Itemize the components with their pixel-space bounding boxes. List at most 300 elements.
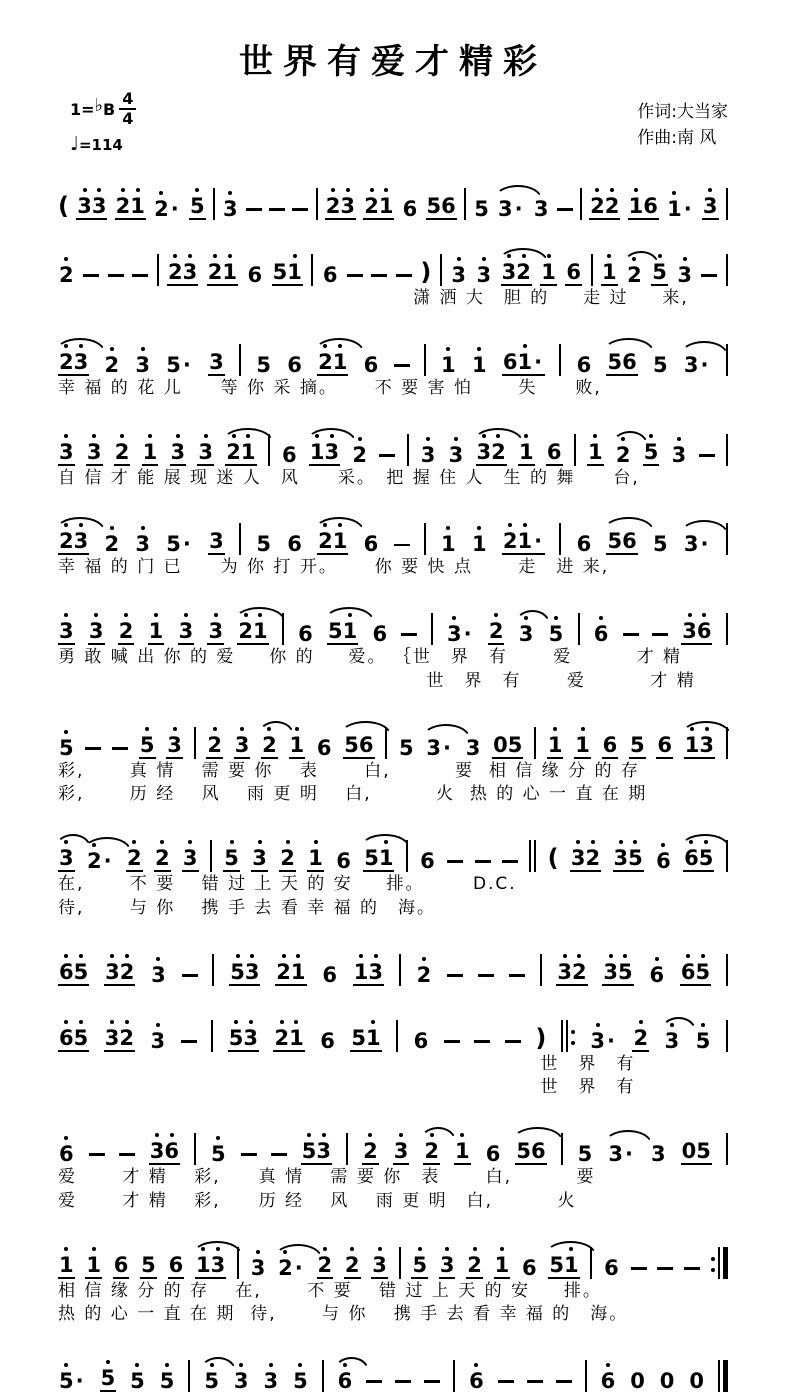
note-digit: 6 — [287, 532, 302, 557]
duration-dash-icon — [132, 274, 148, 277]
note-digit: 5 — [230, 962, 245, 983]
notation-row — [58, 163, 728, 220]
duration-dash-icon — [505, 1040, 521, 1043]
score — [58, 163, 728, 1392]
note-digit: 2 — [155, 848, 170, 869]
system — [58, 1335, 728, 1392]
barline-stroke — [561, 1020, 563, 1052]
note-group — [58, 1025, 89, 1052]
octave-dot-icon — [249, 1020, 253, 1024]
flat-icon: ♭ — [94, 94, 104, 116]
octave-dot-icon — [482, 257, 486, 261]
note-digit: 5 — [577, 1142, 593, 1166]
note-group — [402, 199, 419, 220]
augmentation-dot-icon: · — [103, 849, 112, 873]
octave-dot-icon — [619, 840, 623, 844]
barline — [188, 1360, 190, 1392]
note-group — [85, 1252, 102, 1279]
octave-dot-icon — [159, 191, 163, 195]
augmentation-dot-icon: · — [534, 529, 543, 554]
parenthesis: ) — [535, 1023, 547, 1052]
duration-dash-icon — [394, 364, 410, 367]
note-digit: 5 — [204, 1371, 219, 1392]
note-group — [195, 1252, 226, 1279]
duration-dash-icon — [475, 860, 491, 863]
note-group — [58, 1144, 75, 1165]
note-digit: 2 — [318, 531, 333, 552]
note-group — [309, 439, 340, 466]
note-digit: 5 — [141, 1252, 156, 1277]
duration-dash-icon — [347, 274, 363, 277]
note-digit: 3 — [650, 1142, 666, 1166]
barline-stroke — [210, 840, 212, 872]
note-digit: 3 — [325, 442, 340, 463]
note-digit: 2 — [491, 442, 506, 463]
octave-dot-icon — [132, 840, 136, 844]
note-group — [250, 1255, 267, 1280]
note-group — [321, 962, 338, 987]
note-group — [576, 534, 593, 555]
lyrics-row: 自 信 才 能 展 现 迷 人 风 采。 把 握 住 人 生 的 舞 台, — [58, 467, 640, 488]
duration-dash-icon — [108, 274, 124, 277]
note-digit: 6 — [604, 1255, 619, 1280]
note-digit: 3 — [264, 1371, 279, 1392]
barline — [239, 523, 241, 555]
note-digit: 5 — [426, 194, 442, 218]
barline — [726, 188, 728, 220]
time-signature — [119, 91, 136, 127]
note-group — [548, 1252, 579, 1279]
barline-stroke — [239, 344, 241, 376]
augmentation-dot-icon: · — [700, 352, 709, 377]
note-digit: 6 — [322, 962, 337, 987]
octave-dot-icon — [331, 188, 335, 192]
note-digit: 1 — [196, 1255, 211, 1276]
duration-dash-icon — [701, 274, 717, 277]
note-group — [58, 1252, 75, 1279]
note-group — [327, 621, 358, 645]
barline-stroke — [726, 840, 728, 872]
duration-dash-icon — [557, 208, 573, 211]
note-digit: 2 — [318, 352, 333, 373]
note-group — [363, 352, 380, 377]
barline-stroke — [566, 1020, 568, 1052]
barline — [157, 254, 159, 286]
duration-dash-icon — [379, 454, 395, 457]
note-group — [58, 848, 75, 872]
note-group — [153, 199, 182, 220]
note-digit: 3 — [171, 442, 186, 463]
lyrics-row: 幸 福 的 门 已 为 你 打 开。 你 要 快 点 走 进 来, — [58, 557, 610, 578]
note-group — [362, 1141, 379, 1165]
note-group — [234, 732, 251, 759]
octave-dot-icon — [92, 1247, 96, 1251]
note-group — [515, 1141, 546, 1165]
note-group — [113, 1252, 130, 1279]
note-group — [548, 624, 565, 645]
note-group — [602, 959, 633, 986]
octave-dot-icon — [201, 1247, 205, 1251]
barline — [268, 434, 270, 466]
barline-stroke — [591, 254, 593, 286]
note-group — [139, 732, 156, 759]
octave-dot-icon — [120, 434, 124, 438]
note-group — [317, 1252, 334, 1279]
note-digit: 1 — [575, 735, 590, 756]
octave-dot-icon — [708, 188, 712, 192]
note-digit: 3 — [151, 1031, 166, 1052]
note-group — [104, 959, 135, 986]
note-group — [448, 442, 465, 467]
octave-dot-icon — [623, 954, 627, 958]
octave-dot-icon — [141, 526, 145, 530]
note-digit: 6 — [530, 1139, 546, 1163]
note-group — [277, 1255, 306, 1280]
note-digit: 3 — [533, 197, 549, 221]
note-digit: 6 — [643, 194, 658, 218]
note-group — [473, 199, 490, 220]
lyrics-row: 世 界 有 — [540, 1077, 636, 1098]
note-digit: 2 — [59, 531, 74, 552]
octave-dot-icon — [214, 613, 218, 617]
octave-dot-icon — [522, 254, 526, 258]
note-digit: 2 — [605, 196, 620, 217]
note-digit: 6 — [316, 735, 332, 760]
note-digit: 1 — [629, 196, 644, 217]
barline — [578, 613, 580, 645]
duration-dash-icon — [509, 974, 525, 977]
note-digit: 1 — [472, 534, 487, 555]
octave-dot-icon — [246, 434, 250, 438]
note-digit: 2 — [572, 962, 587, 983]
note-digit: 6 — [363, 352, 379, 377]
note-digit: 2 — [278, 1258, 293, 1279]
note-group — [688, 1371, 705, 1392]
note-group — [576, 352, 593, 377]
note-digit: 1 — [441, 355, 456, 376]
note-digit: 6 — [602, 732, 618, 757]
barline-stroke — [718, 1360, 720, 1392]
duration-dash-icon — [498, 1380, 514, 1383]
note-group — [426, 196, 457, 220]
octave-dot-icon — [384, 840, 388, 844]
note-digit: 3 — [179, 621, 194, 642]
system — [58, 1108, 728, 1213]
note-group — [203, 1371, 220, 1392]
note-digit: 6 — [441, 194, 456, 218]
octave-dot-icon — [374, 954, 378, 958]
barline-stroke — [726, 344, 728, 376]
note-digit: 3 — [502, 262, 517, 283]
octave-dot-icon — [595, 188, 599, 192]
octave-dot-icon — [156, 1023, 160, 1027]
octave-dot-icon — [384, 188, 388, 192]
note-digit: 3 — [590, 1031, 605, 1052]
octave-dot-icon — [338, 344, 342, 348]
note-group — [440, 534, 457, 555]
note-digit: 5 — [653, 352, 668, 377]
octave-dot-icon — [500, 1247, 504, 1251]
note-digit: 1 — [379, 196, 394, 217]
octave-dot-icon — [293, 254, 297, 258]
note-digit: 1 — [441, 534, 456, 555]
octave-dot-icon — [477, 347, 481, 351]
notation-row — [58, 409, 728, 466]
octave-dot-icon — [446, 526, 450, 530]
note-digit: 3 — [235, 735, 250, 756]
barline-stroke — [322, 1360, 324, 1392]
octave-dot-icon — [649, 434, 653, 438]
barline-stroke — [213, 188, 215, 220]
parenthesis: ( — [58, 192, 69, 220]
barline — [559, 344, 561, 376]
duration-dash-icon — [396, 274, 412, 277]
key-signature-block — [70, 91, 136, 155]
octave-dot-icon — [148, 434, 152, 438]
note-digit: 3 — [77, 196, 92, 217]
octave-dot-icon — [256, 1250, 260, 1254]
barline — [311, 254, 313, 286]
note-digit: 5 — [629, 732, 645, 757]
barline — [561, 1133, 563, 1165]
barline — [424, 523, 426, 555]
note-digit: 3 — [150, 1141, 165, 1162]
system — [58, 815, 728, 920]
note-digit: 5 — [256, 352, 271, 377]
note-digit: 1 — [333, 352, 348, 373]
note-digit: 3 — [608, 1142, 623, 1166]
barline-stroke — [726, 954, 728, 986]
barline-stroke — [396, 1020, 398, 1052]
song-title: 世界有爱才精彩 — [239, 42, 547, 82]
octave-dot-icon — [307, 1133, 311, 1137]
note-digit: 6 — [576, 532, 592, 557]
note-digit: 5 — [607, 349, 623, 374]
note-group — [58, 1371, 87, 1392]
note-group — [343, 732, 374, 759]
note-digit: 3 — [451, 265, 466, 286]
duration-dash-icon — [89, 1153, 105, 1156]
note-digit: 3 — [340, 196, 355, 217]
octave-dot-icon — [426, 437, 430, 441]
barline — [211, 1020, 213, 1052]
octave-dot-icon — [452, 616, 456, 620]
octave-dot-icon — [125, 954, 129, 958]
note-digit: 3 — [92, 196, 107, 217]
note-group — [546, 439, 563, 466]
note-digit: 6 — [282, 442, 297, 467]
note-group — [497, 199, 526, 220]
note-digit: 2 — [105, 355, 120, 376]
barline — [464, 188, 466, 220]
note-digit: 3 — [699, 735, 714, 756]
octave-dot-icon — [145, 727, 149, 731]
note-group — [251, 848, 268, 872]
note-group — [702, 196, 719, 220]
note-digit: 5 — [59, 1371, 74, 1392]
note-group — [353, 959, 384, 986]
note-group — [223, 848, 240, 872]
note-group — [148, 621, 165, 645]
lyrics-row: 热 的 心 一 直 在 期 待, 与 你 携 手 去 看 幸 福 的 海。 — [58, 1304, 629, 1325]
note-group — [165, 534, 194, 555]
note-digit: 3 — [447, 624, 462, 645]
octave-dot-icon — [507, 254, 511, 258]
note-digit: 5 — [607, 529, 623, 554]
notation-row — [58, 1335, 728, 1392]
note-digit: 3 — [89, 621, 104, 642]
note-digit: 6 — [546, 439, 562, 464]
note-group — [501, 262, 532, 286]
note-group — [454, 1141, 471, 1165]
lyrics-row: 潇 洒 大 胆 的 走 过 来, — [413, 288, 689, 308]
note-digit: 6 — [657, 732, 672, 757]
lyrics-row: 彩, 历 经 风 雨 更 明 白, 火 热 的 心 一 直 在 期 — [58, 784, 648, 805]
octave-dot-icon — [689, 840, 693, 844]
note-group — [58, 439, 75, 466]
octave-dot-icon — [188, 254, 192, 258]
note-digit: 2 — [467, 1255, 482, 1276]
note-digit: 6 — [358, 732, 374, 757]
lyrics-row: 在, 不 要 错 过 上 天 的 安 排。 D.C. — [58, 874, 517, 894]
note-digit: 5 — [549, 624, 564, 645]
credits — [637, 99, 728, 152]
note-digit: 1 — [222, 262, 237, 283]
note-group — [292, 1371, 309, 1392]
tempo-marking — [70, 133, 136, 155]
barline — [726, 523, 728, 555]
note-digit: 1 — [308, 848, 323, 869]
note-digit: 5 — [696, 1139, 711, 1163]
augmentation-dot-icon: · — [534, 349, 543, 374]
note-digit: 5 — [628, 848, 643, 869]
time-numerator: 4 — [119, 91, 136, 110]
note-digit: 2 — [363, 1141, 378, 1162]
octave-dot-icon — [370, 188, 374, 192]
octave-dot-icon — [110, 1020, 114, 1024]
octave-dot-icon — [581, 727, 585, 731]
note-group — [502, 531, 545, 555]
note-digit: 2 — [87, 851, 102, 872]
note-group — [439, 1252, 456, 1279]
barline — [580, 188, 582, 220]
octave-dot-icon — [460, 1133, 464, 1137]
note-group — [577, 1144, 594, 1165]
octave-dot-icon — [474, 1363, 478, 1367]
octave-dot-icon — [596, 1023, 600, 1027]
note-group — [206, 732, 223, 759]
octave-dot-icon — [343, 1363, 347, 1367]
note-digit: 1 — [366, 1028, 381, 1049]
note-digit: 5 — [229, 1028, 244, 1049]
note-group — [652, 352, 669, 377]
note-group — [350, 1025, 381, 1052]
octave-dot-icon — [280, 1020, 284, 1024]
barline-stroke — [268, 434, 270, 466]
note-group — [476, 439, 507, 466]
note-digit: 2 — [168, 262, 183, 283]
barline — [346, 1133, 348, 1165]
barline — [726, 1133, 728, 1165]
octave-dot-icon — [173, 727, 177, 731]
system — [58, 163, 728, 220]
note-digit: 2 — [59, 265, 74, 286]
note-digit: 2 — [633, 1028, 648, 1049]
note-digit: 5 — [351, 1025, 366, 1050]
octave-dot-icon — [184, 613, 188, 617]
duration-dash-icon — [271, 1153, 287, 1156]
barline — [213, 188, 215, 220]
note-digit: 1 — [354, 962, 369, 983]
note-group — [683, 352, 712, 377]
barline-stroke — [424, 344, 426, 376]
note-group — [208, 531, 225, 555]
note-group — [104, 1025, 135, 1052]
octave-dot-icon — [569, 1247, 573, 1251]
octave-dot-icon — [269, 1363, 273, 1367]
barline-stroke — [726, 188, 728, 220]
note-group — [86, 439, 103, 466]
notation-row — [58, 498, 728, 555]
note-digit: 5 — [130, 1371, 145, 1392]
note-group — [600, 1371, 617, 1392]
octave-dot-icon — [240, 727, 244, 731]
duration-dash-icon — [527, 1380, 543, 1383]
note-digit: 2 — [207, 735, 222, 756]
barline — [540, 954, 542, 986]
octave-dot-icon — [141, 347, 145, 351]
note-digit: 5 — [644, 442, 659, 463]
note-group — [651, 262, 668, 286]
octave-dot-icon — [92, 843, 96, 847]
barline-stroke — [424, 523, 426, 555]
octave-dot-icon — [121, 188, 125, 192]
note-group — [664, 1028, 681, 1053]
note-digit: 5 — [302, 1141, 317, 1162]
note-digit: 1 — [495, 1255, 510, 1276]
note-group — [129, 1371, 146, 1392]
note-digit: 5 — [653, 532, 668, 557]
note-digit: 6 — [420, 849, 435, 873]
note-digit: 0 — [493, 732, 508, 757]
repeat-dots — [711, 1257, 715, 1272]
note-digit: 2 — [208, 262, 223, 283]
system — [58, 319, 728, 400]
octave-dot-icon — [445, 1247, 449, 1251]
barline — [239, 344, 241, 376]
note-group — [115, 196, 146, 220]
note-group — [88, 621, 105, 645]
barline — [431, 613, 433, 645]
octave-dot-icon — [422, 957, 426, 961]
note-digit: 6 — [59, 962, 74, 983]
octave-dot-icon — [156, 957, 160, 961]
barline-stroke — [316, 188, 318, 220]
duration-dash-icon — [85, 747, 101, 750]
note-group — [363, 196, 394, 220]
octave-dot-icon — [125, 1020, 129, 1024]
note-group — [393, 1141, 410, 1165]
note-digit: 6 — [566, 260, 582, 284]
duration-dash-icon — [83, 274, 99, 277]
note-digit: 3 — [498, 197, 513, 221]
note-digit: 2 — [119, 1028, 134, 1049]
note-digit: 3 — [476, 265, 491, 286]
barline-stroke — [726, 1133, 728, 1165]
note-group — [602, 732, 619, 759]
duration-dash-icon — [395, 1380, 411, 1383]
note-digit: 1 — [588, 442, 603, 463]
